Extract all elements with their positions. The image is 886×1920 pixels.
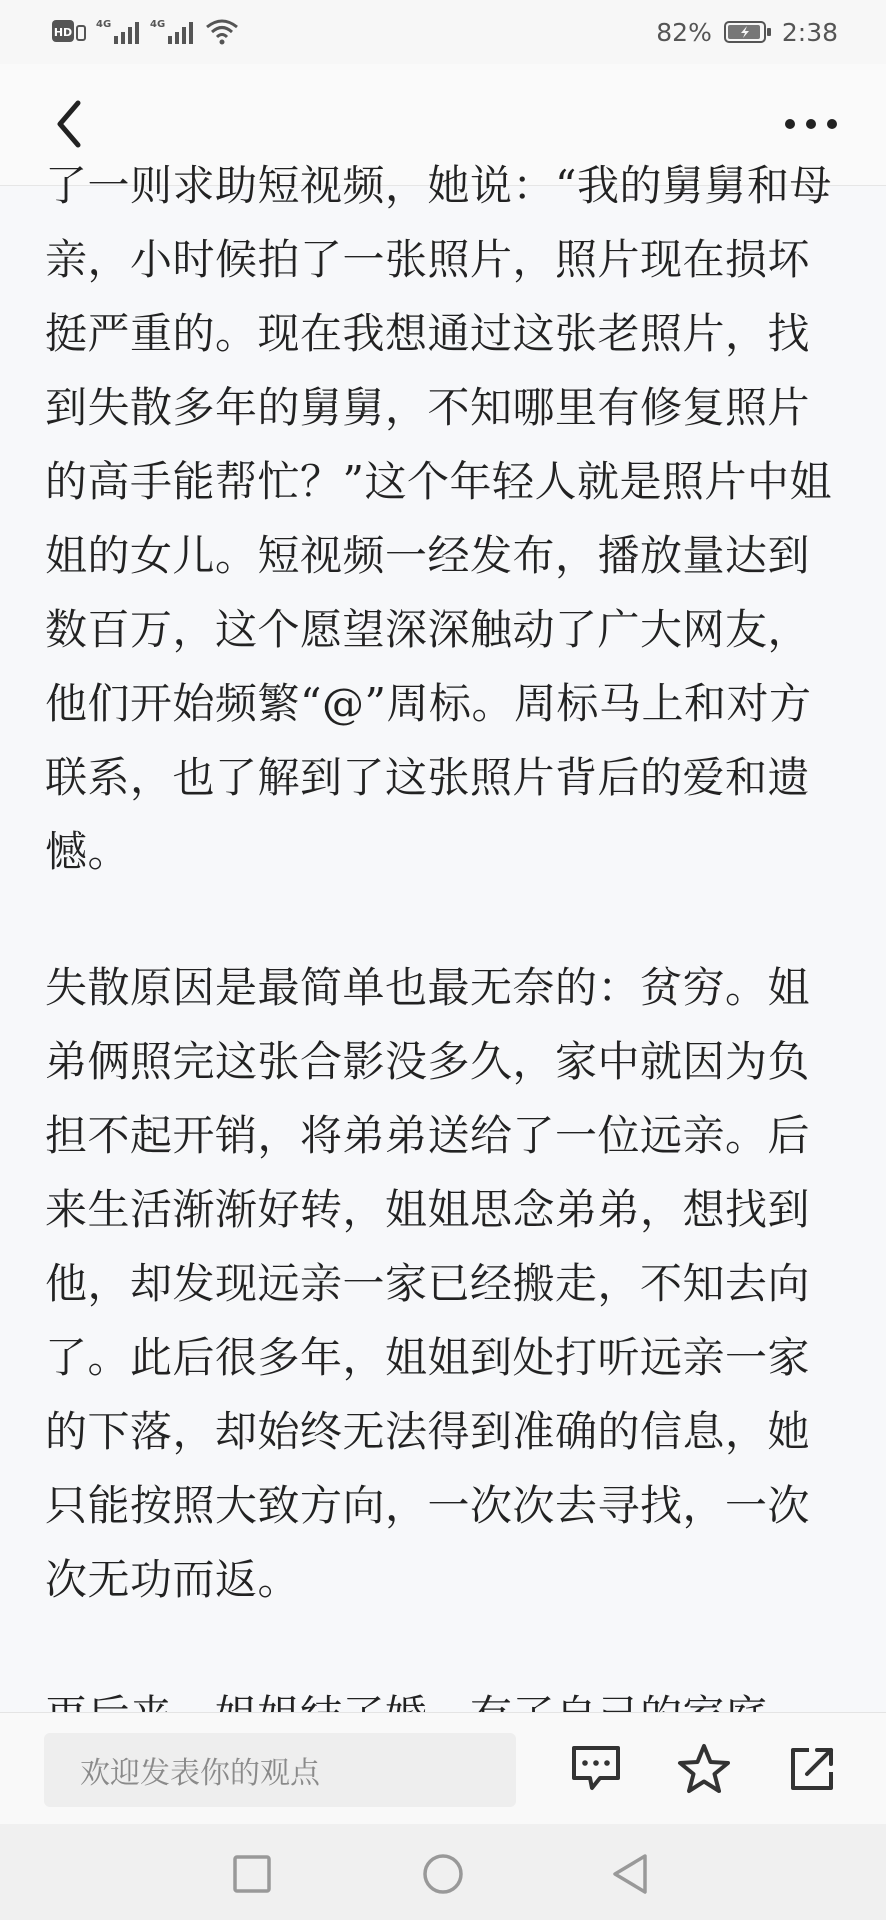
status-right	[656, 12, 838, 52]
share-icon	[787, 1744, 837, 1794]
more-horizontal-icon	[783, 117, 839, 131]
hd-icon	[52, 18, 88, 44]
article-paragraph: 了一则求助短视频，她说：“我的舅舅和母亲，小时候拍了一张照片，照片现在损坏挺严重的。现在我想通过这张老照片，找到失散多年的舅舅，不知哪里有修复照片的高手能帮忙？”这个年轻人就是照片中姐姐的女儿。短视频一经发布，播放量达到数百万，这个愿望深深触动了广大网友，他们开始频繁“@”周标。周标马上和对方联系，也了解到了这张照片背后的爱和遗憾。	[45, 161, 832, 876]
battery-icon	[724, 20, 772, 44]
svg-text:HD: HD	[53, 26, 73, 39]
recent-apps-button[interactable]	[224, 1846, 280, 1902]
signal-icon	[150, 16, 202, 46]
clock: 2:38	[781, 17, 838, 47]
svg-text:4G: 4G	[150, 19, 166, 30]
back-button[interactable]	[44, 94, 94, 154]
signal-icon	[96, 16, 148, 46]
status-bar	[0, 0, 886, 64]
comment-icon	[570, 1744, 622, 1794]
more-options-button[interactable]	[776, 94, 846, 154]
back-triangle-icon	[609, 1852, 651, 1896]
home-icon	[421, 1852, 465, 1896]
share-button[interactable]	[782, 1739, 842, 1799]
star-icon	[677, 1743, 731, 1795]
status-left	[52, 16, 240, 46]
article-paragraphs	[45, 161, 845, 1815]
wifi-icon	[204, 16, 240, 46]
system-nav-bar	[0, 1824, 886, 1920]
article-paragraph: 失散原因是最简单也最无奈的：贫穷。姐弟俩照完这张合影没多久，家中就因为负担不起开销，将弟弟送给了一位远亲。后来生活渐渐好转，姐姐思念弟弟，想找到他，却发现远亲一家已经搬走，不知去向了。此后很多年，姐姐到处打听远亲一家的下落，却始终无法得到准确的信息，她只能按照大致方向，一次次去寻找，一次次无功而返。	[45, 963, 811, 1604]
comment-bar	[0, 1712, 886, 1825]
chevron-left-icon	[54, 99, 84, 149]
svg-text:4G: 4G	[96, 19, 112, 30]
comment-button[interactable]	[566, 1739, 626, 1799]
comment-input[interactable]: 欢迎发表你的观点	[44, 1733, 516, 1807]
recent-apps-icon	[232, 1854, 272, 1894]
battery-percent: 82%	[656, 17, 712, 47]
home-button[interactable]	[415, 1846, 471, 1902]
favorite-button[interactable]	[674, 1739, 734, 1799]
article-body[interactable]	[0, 161, 886, 1712]
system-back-button[interactable]	[602, 1846, 658, 1902]
